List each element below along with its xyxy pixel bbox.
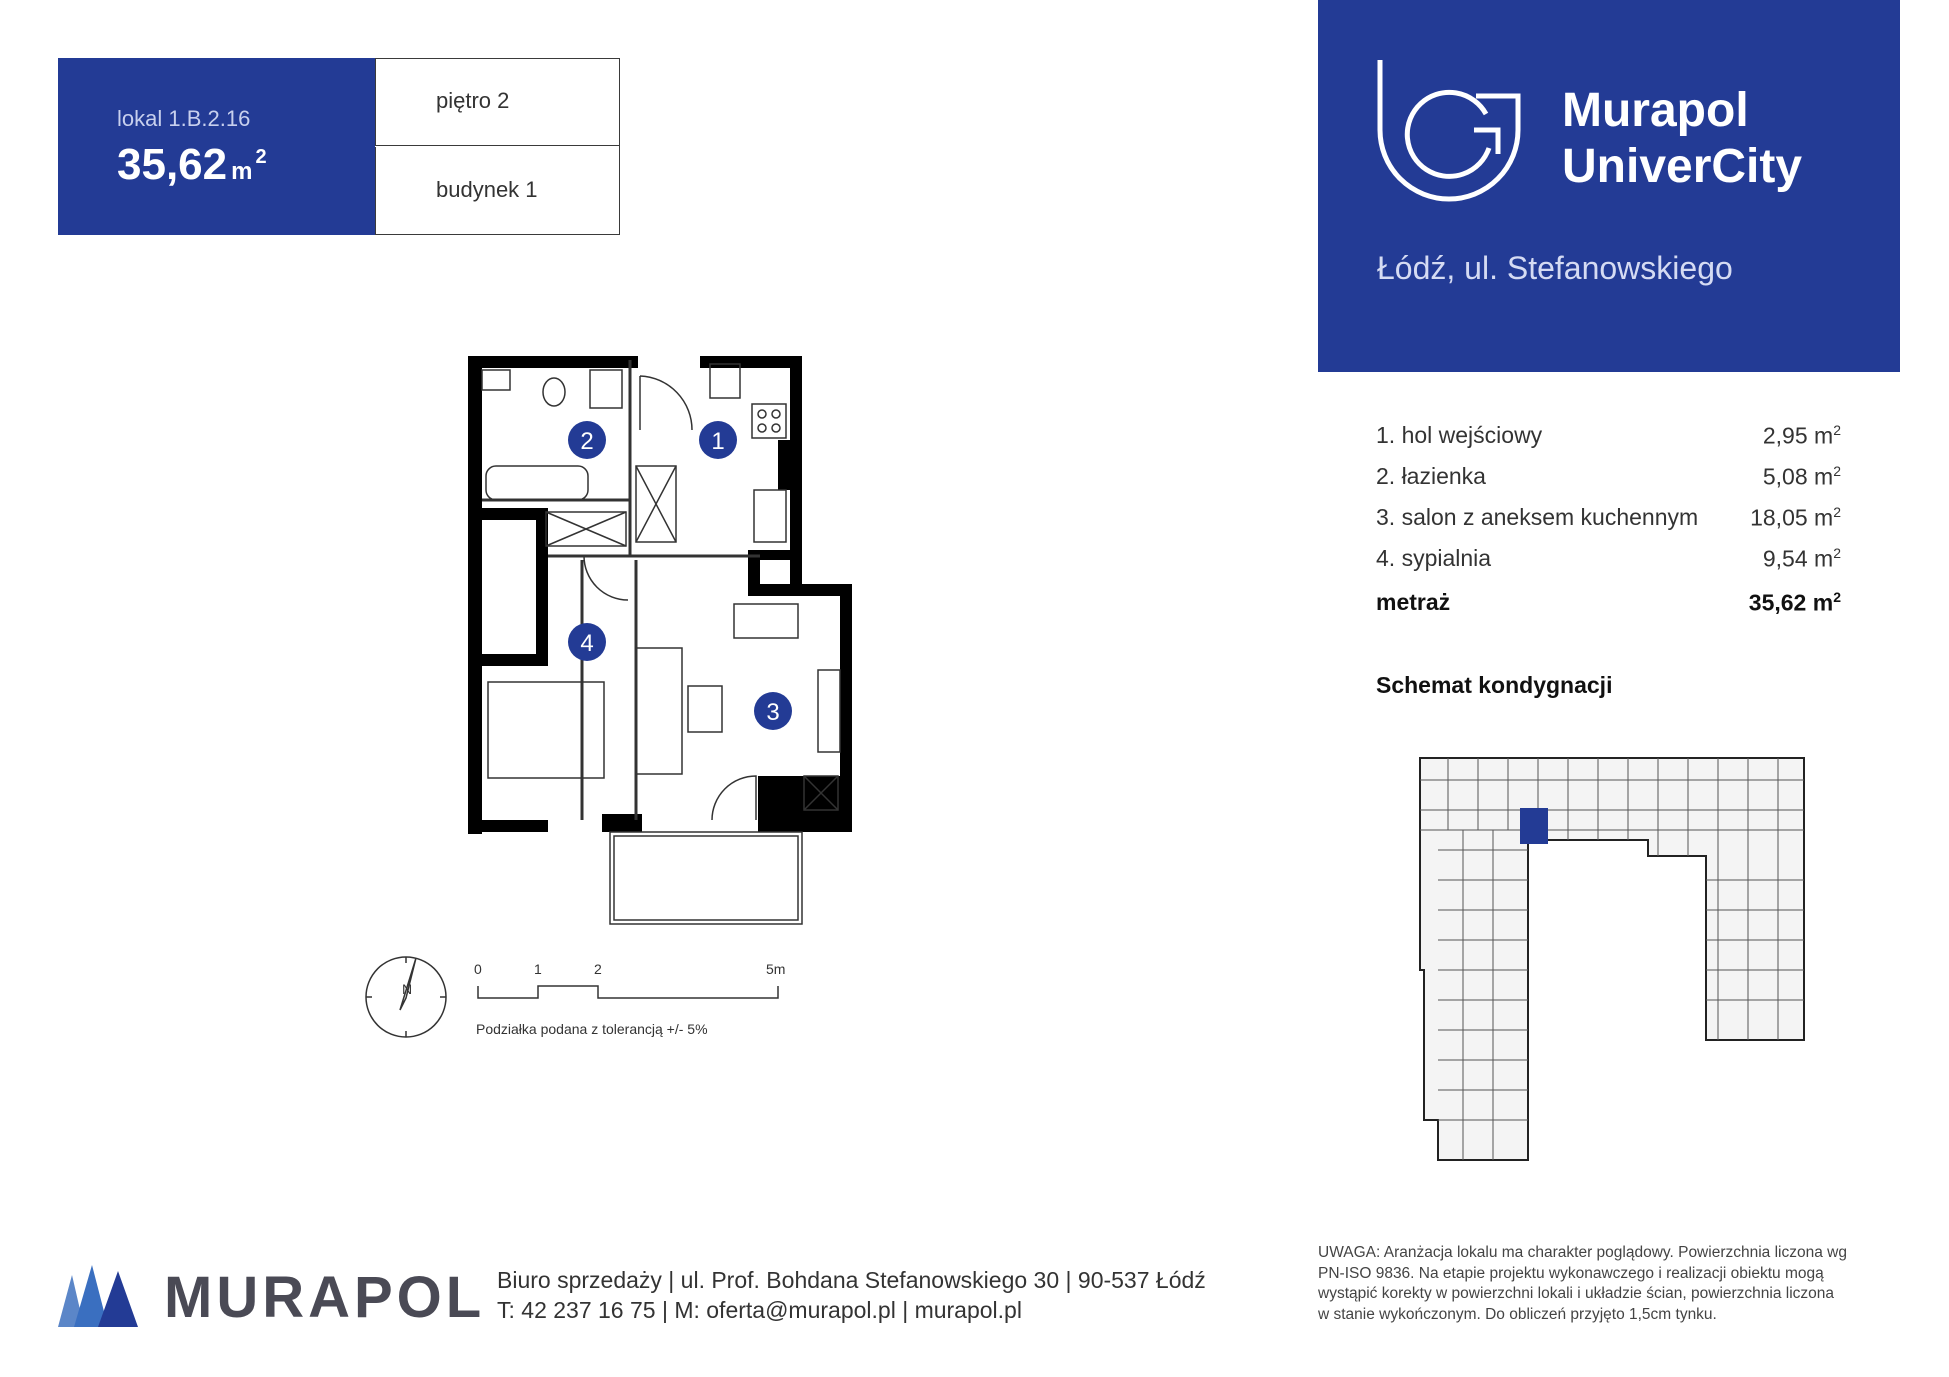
brand-title: Murapol UniverCity: [1562, 84, 1803, 193]
brand-address: Łódź, ul. Stefanowskiego: [1377, 250, 1733, 286]
room-badge-1: [699, 421, 737, 459]
room-row: 1. hol wejściowy 2,95 $m^2$: [1376, 422, 1841, 449]
room-row: 3. salon z aneksem kuchennym 18,05 $m^2$: [1376, 504, 1841, 531]
murapol-logo-icon: [58, 1265, 140, 1327]
scale-note: Podziałka podana z tolerancją +/- 5%: [476, 1021, 708, 1037]
room-badge-3: [754, 692, 792, 730]
room-row: 2. łazienka 5,08 $m^2$: [1376, 463, 1841, 490]
rooms-table: [1376, 422, 1841, 630]
north-compass-icon: [366, 957, 446, 1037]
svg-text:4: 4: [580, 630, 594, 657]
disclaimer-note: UWAGA: Aranżacja lokalu ma charakter poglądowy. Powierzchnia liczona wg PN-ISO 9836. Na etapie projektu wykonawczego i realizacji obiektu mogą wystąpić korekty w powierzchni lokali i układzie ścian, powierzchnia liczona w stanie wykończonym. Do obliczeń przyjęto 1,5cm tynku.: [1318, 1244, 1847, 1323]
svg-text:1: 1: [711, 428, 725, 455]
scale-bar: [474, 961, 785, 1037]
murapol-wordmark: MURAPOL: [164, 1265, 486, 1330]
svg-text:1: 1: [534, 961, 542, 977]
highlighted-unit-marker: [1520, 808, 1548, 844]
total-area-row: metraż 35,62 $m^2$: [1376, 589, 1841, 616]
svg-text:0: 0: [474, 961, 482, 977]
svg-text:N: N: [402, 981, 413, 997]
room-row: 4. sypialnia 9,54 $m^2$: [1376, 545, 1841, 572]
room-badge-4: [568, 623, 606, 661]
svg-text:2: 2: [580, 428, 594, 455]
unit-floor: piętro 2: [436, 88, 510, 113]
unit-building: budynek 1: [436, 177, 538, 202]
apartment-floor-plan: [0, 0, 900, 1060]
svg-text:3: 3: [766, 699, 780, 726]
svg-text:2: 2: [594, 961, 602, 977]
floor-schema-title: Schemat kondygnacji: [1376, 672, 1613, 698]
room-badge-2: [568, 421, 606, 459]
univercity-logo-icon: [1376, 56, 1522, 202]
floor-schema-diagram: [1418, 750, 1818, 1170]
svg-text:5m: 5m: [766, 961, 786, 977]
unit-number: lokal 1.B.2.16: [117, 106, 251, 131]
unit-area: 35,62 $m^2$: [117, 140, 267, 189]
sales-office-contact: Biuro sprzedaży | ul. Prof. Bohdana Stefanowskiego 30 | 90-537 Łódź T: 42 237 16 75 | M: oferta@murapol.pl | murapol.pl: [497, 1267, 1206, 1323]
